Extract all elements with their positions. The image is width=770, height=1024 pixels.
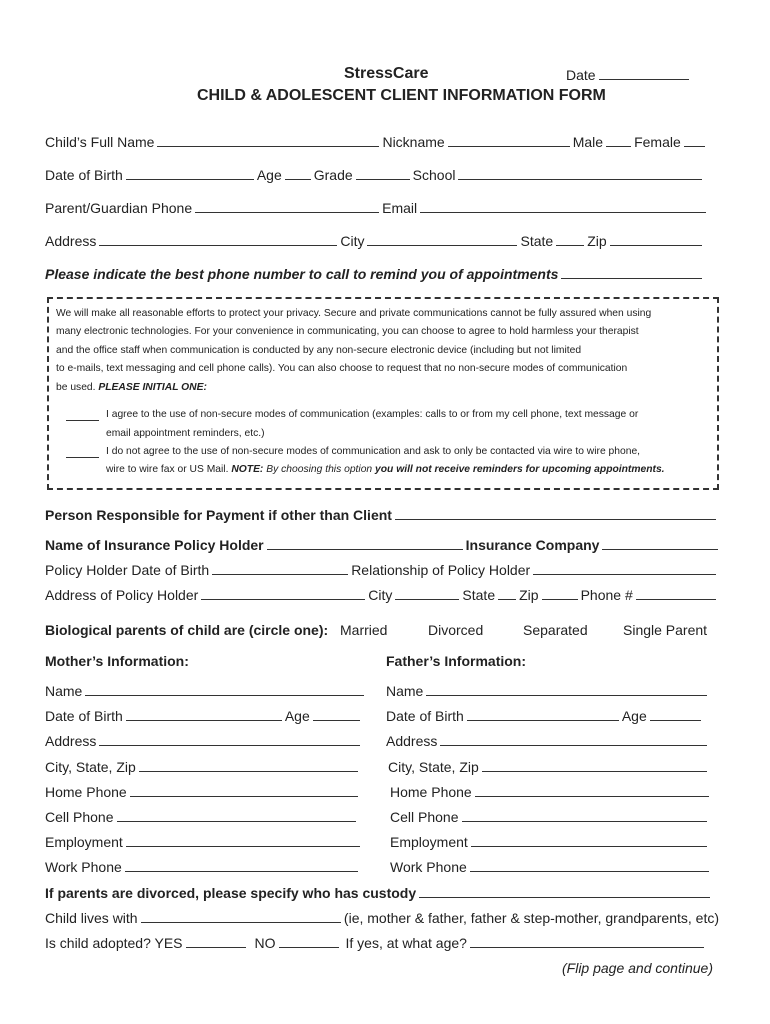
male-label: Male (572, 134, 604, 150)
mother-address-label: Address (45, 733, 97, 749)
child-dob-field[interactable] (126, 166, 254, 180)
notice-line-3: and the office staff when communication is conducted by any non-secure electronic device (including but not limited (56, 345, 582, 356)
option1-line-1: I agree to the use of non-secure modes of communication (examples: calls to or from my cell phone, text message or (106, 409, 639, 420)
child-state-field[interactable] (556, 232, 584, 246)
note-end: you will not receive reminders for upcoming appointments. (375, 464, 665, 475)
initial-prompt: PLEASE INITIAL ONE: (98, 382, 207, 393)
holder-address-row (45, 586, 719, 604)
adopted-no-field[interactable] (279, 934, 339, 948)
father-age-label: Age (621, 708, 647, 724)
mother-address-field[interactable] (99, 732, 360, 746)
mother-dob-label: Date of Birth (45, 708, 123, 724)
company-name: StressCare (344, 65, 429, 82)
lives-with-field[interactable] (141, 909, 341, 923)
nickname-label: Nickname (382, 134, 445, 150)
father-cell-phone-field[interactable] (462, 808, 708, 822)
option-married[interactable]: Married (340, 622, 388, 638)
payment-responsible-label: Person Responsible for Payment if other than Client (45, 507, 392, 523)
child-city-field[interactable] (367, 232, 517, 246)
custody-field[interactable] (419, 884, 710, 898)
option2-initial-field[interactable] (66, 444, 99, 458)
option2-line-2 (106, 461, 665, 480)
father-name-label: Name (386, 683, 424, 699)
holder-zip-field[interactable] (542, 586, 578, 600)
father-employment-label: Employment (390, 834, 468, 850)
mother-employment-label: Employment (45, 834, 123, 850)
parents-status-prompt: Biological parents of child are (circle one): (45, 622, 329, 638)
mother-employment-row (45, 833, 363, 851)
mother-home-phone-row (45, 783, 361, 801)
father-work-phone-row (390, 858, 712, 876)
mother-employment-field[interactable] (126, 833, 360, 847)
mother-city-field[interactable] (139, 758, 358, 772)
lives-with-label: Child lives with (45, 910, 138, 926)
child-zip-field[interactable] (610, 232, 702, 246)
father-employment-field[interactable] (471, 833, 707, 847)
mother-dob-field[interactable] (126, 707, 282, 721)
father-dob-field[interactable] (467, 707, 619, 721)
child-name-label: Child’s Full Name (45, 134, 155, 150)
father-address-row (386, 732, 710, 750)
mother-address-row (45, 732, 363, 750)
child-address-field[interactable] (99, 232, 337, 246)
reminder-prompt: Please indicate the best phone number to call to remind you of appointments (45, 266, 559, 282)
form-title: CHILD & ADOLESCENT CLIENT INFORMATION FORM (197, 87, 606, 104)
child-zip-label: Zip (587, 233, 607, 249)
holder-phone-label: Phone # (580, 587, 633, 603)
payment-responsible-row (45, 506, 719, 524)
child-city-label: City (340, 233, 365, 249)
holder-phone-field[interactable] (636, 586, 716, 600)
holder-zip-label: Zip (519, 587, 539, 603)
child-address-row (45, 232, 705, 250)
date-field[interactable] (599, 66, 689, 80)
holder-state-field[interactable] (498, 586, 516, 600)
lives-with-examples: (ie, mother & father, father & step-mother, grandparents, etc) (343, 910, 719, 926)
father-home-phone-row (390, 783, 712, 801)
grade-field[interactable] (356, 166, 410, 180)
parent-phone-row (45, 199, 709, 217)
reminder-phone-field[interactable] (561, 265, 702, 279)
note-label: NOTE: (231, 464, 264, 475)
holder-dob-label: Policy Holder Date of Birth (45, 562, 210, 578)
father-home-phone-label: Home Phone (390, 784, 472, 800)
mother-work-phone-row (45, 858, 361, 876)
father-home-phone-field[interactable] (475, 783, 709, 797)
option1-line-2: email appointment reminders, etc.) (106, 428, 265, 439)
mother-cell-phone-field[interactable] (117, 808, 357, 822)
notice-line-2: many electronic technologies. For your convenience in communicating, you can choose to agree to hold harmless your therapist (56, 326, 639, 337)
father-dob-label: Date of Birth (386, 708, 464, 724)
mother-cell-phone-label: Cell Phone (45, 809, 114, 825)
relationship-label: Relationship of Policy Holder (351, 562, 531, 578)
mother-home-phone-label: Home Phone (45, 784, 127, 800)
custody-row (45, 884, 713, 902)
child-name-field[interactable] (157, 133, 379, 147)
mother-age-label: Age (284, 708, 310, 724)
mother-home-phone-field[interactable] (130, 783, 358, 797)
father-address-label: Address (386, 733, 438, 749)
insurance-company-label: Insurance Company (465, 537, 600, 553)
parent-phone-field[interactable] (195, 199, 379, 213)
policy-holder-row (45, 536, 721, 554)
mother-city-row (45, 758, 361, 776)
child-age-field[interactable] (285, 166, 311, 180)
adopted-age-field[interactable] (470, 934, 704, 948)
custody-label: If parents are divorced, please specify who has custody (45, 885, 417, 901)
reminder-row (45, 265, 705, 283)
mother-work-phone-field[interactable] (125, 858, 358, 872)
nickname-field[interactable] (448, 133, 570, 147)
child-dob-row (45, 166, 705, 184)
holder-address-label: Address of Policy Holder (45, 587, 199, 603)
date-row (566, 66, 692, 84)
father-employment-row (390, 833, 710, 851)
father-city-label: City, State, Zip (388, 759, 479, 775)
mother-cell-phone-row (45, 808, 359, 826)
female-label: Female (634, 134, 681, 150)
mother-work-phone-label: Work Phone (45, 859, 122, 875)
insurance-company-field[interactable] (602, 536, 718, 550)
parent-phone-label: Parent/Guardian Phone (45, 200, 193, 216)
policy-holder-label: Name of Insurance Policy Holder (45, 537, 264, 553)
option-separated[interactable]: Separated (523, 622, 588, 638)
mother-name-label: Name (45, 683, 83, 699)
relationship-field[interactable] (533, 561, 716, 575)
child-dob-label: Date of Birth (45, 167, 123, 183)
adopted-age-label: If yes, at what age? (345, 935, 467, 951)
father-name-row (386, 682, 710, 700)
female-field[interactable] (684, 133, 705, 147)
father-work-phone-field[interactable] (470, 858, 709, 872)
male-field[interactable] (606, 133, 631, 147)
adopted-no-label: NO (254, 935, 276, 951)
option-divorced[interactable]: Divorced (428, 622, 484, 638)
holder-city-field[interactable] (395, 586, 459, 600)
mother-heading: Mother’s Information: (45, 653, 189, 669)
holder-state-label: State (462, 587, 496, 603)
email-field[interactable] (420, 199, 706, 213)
mother-dob-row (45, 707, 363, 725)
mother-city-label: City, State, Zip (45, 759, 136, 775)
holder-dob-field[interactable] (212, 561, 348, 575)
email-label: Email (382, 200, 418, 216)
footer-note: (Flip page and continue) (562, 960, 713, 976)
holder-dob-row (45, 561, 719, 579)
father-address-field[interactable] (440, 732, 707, 746)
mother-age-field[interactable] (313, 707, 360, 721)
father-heading: Father’s Information: (386, 653, 527, 669)
adopted-row (45, 934, 707, 952)
mother-name-row (45, 682, 367, 700)
father-age-field[interactable] (650, 707, 701, 721)
father-dob-row (386, 707, 704, 725)
father-cell-phone-row (390, 808, 710, 826)
note-mid: By choosing this option (266, 464, 373, 475)
policy-holder-field[interactable] (267, 536, 463, 550)
lives-with-row (45, 909, 719, 927)
notice-last-line: be used. (56, 382, 96, 393)
father-cell-phone-label: Cell Phone (390, 809, 459, 825)
option-single-parent[interactable]: Single Parent (623, 622, 708, 638)
payment-responsible-field[interactable] (395, 506, 716, 520)
notice-line-1: We will make all reasonable efforts to protect your privacy. Secure and private communications cannot be fully assured when using (56, 308, 652, 319)
child-address-label: Address (45, 233, 97, 249)
adopted-label: Is child adopted? YES (45, 935, 183, 951)
option1-initial-field[interactable] (66, 407, 99, 421)
child-state-label: State (520, 233, 554, 249)
mother-name-field[interactable] (85, 682, 364, 696)
grade-label: Grade (313, 167, 353, 183)
child-age-label: Age (256, 167, 282, 183)
holder-city-label: City (368, 587, 393, 603)
school-label: School (412, 167, 456, 183)
father-work-phone-label: Work Phone (390, 859, 467, 875)
date-label: Date (566, 67, 596, 83)
option2-line-2-start: wire to wire fax or US Mail. (106, 464, 229, 475)
father-city-field[interactable] (482, 758, 707, 772)
adopted-yes-field[interactable] (186, 934, 246, 948)
notice-line-4: to e-mails, text messaging and cell phone calls). You can also choose to request that no non-secure modes of communication (56, 363, 628, 374)
holder-address-field[interactable] (201, 586, 365, 600)
father-name-field[interactable] (426, 682, 707, 696)
option2-line-1: I do not agree to the use of non-secure modes of communication and ask to only be contacted via wire to wire phone, (106, 446, 641, 457)
child-name-row (45, 133, 708, 151)
father-city-row (388, 758, 710, 776)
notice-line-5 (56, 379, 207, 398)
school-field[interactable] (458, 166, 702, 180)
